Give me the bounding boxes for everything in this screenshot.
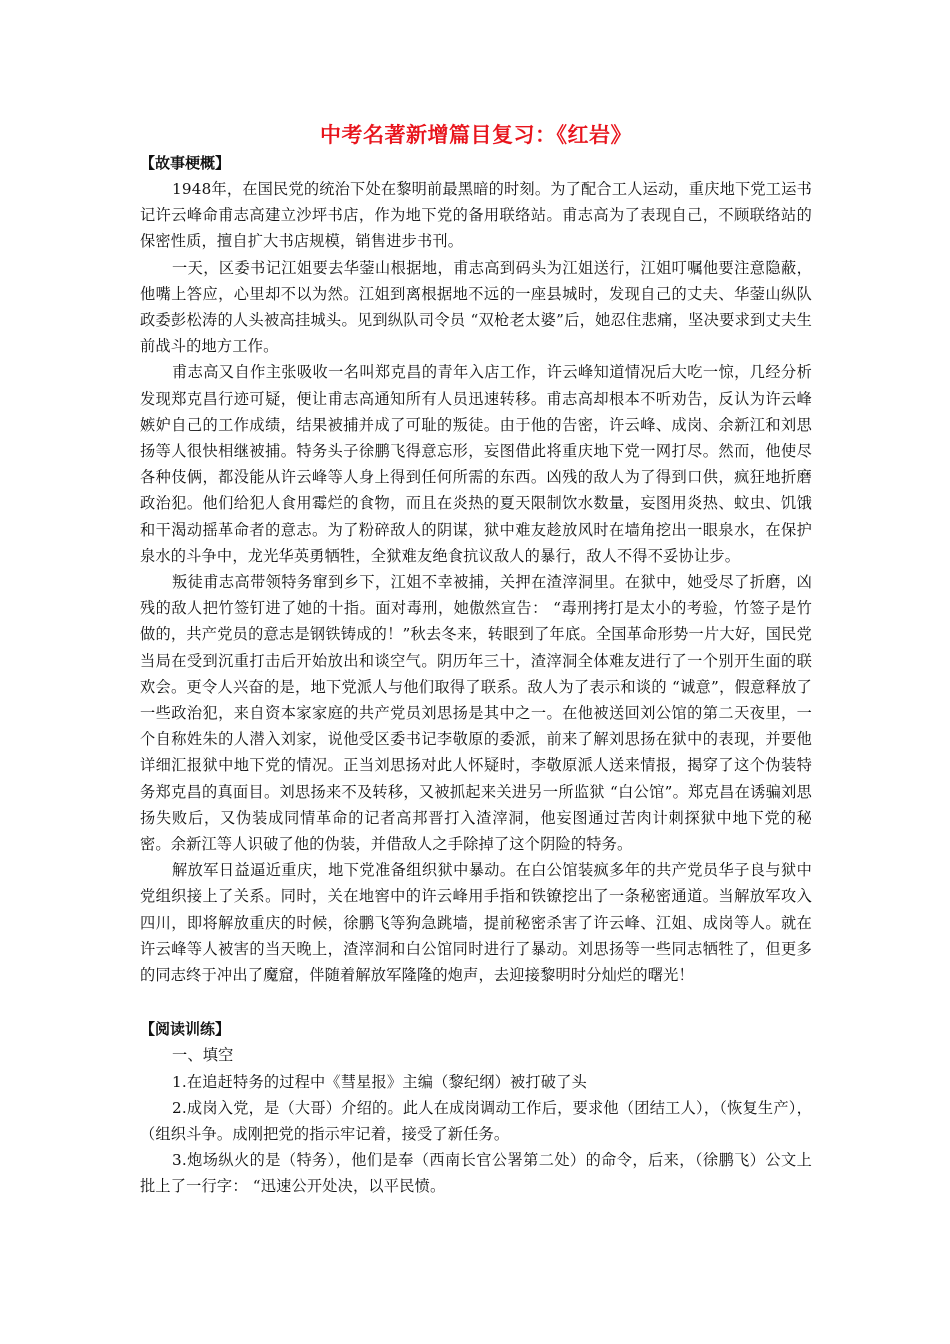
training-item-1: 1.在追赶特务的过程中《彗星报》主编（黎纪纲）被打破了头 xyxy=(172,1072,587,1091)
training-subheading: 一、填空 xyxy=(172,1046,234,1065)
document-page xyxy=(140,120,812,1200)
training-heading: 【阅读训练】 xyxy=(140,1020,231,1039)
summary-paragraph-5: 解放军日益逼近重庆，地下党准备组织狱中暴动。在白公馆装疯多年的共产党员华子良与狱中党组织接上了关系。同时，关在地窖中的许云峰用手指和铁镣挖出了一条秘密通道。当解放军攻入四川，即将解放重庆的时候，徐鹏飞等狗急跳墙，提前秘密杀害了许云峰、江姐、成岗等人。就在许云峰等人被害的当天晚上，渣滓洞和白公馆同时进行了暴动。刘思扬等一些同志牺牲了，但更多的同志终于冲出了魔窟，伴随着解放军隆隆的炮声，去迎接黎明时分灿烂的曙光！ xyxy=(140,861,812,985)
summary-paragraph-1: 1948年，在国民党的统治下处在黎明前最黑暗的时刻。为了配合工人运动，重庆地下党工运书记许云峰命甫志高建立沙坪书店，作为地下党的备用联络站。甫志高为了表现自己，不顾联络站的保密性质，擅自扩大书店规模，销售进步书刊。 xyxy=(140,180,812,251)
summary-heading: 【故事梗概】 xyxy=(140,154,231,172)
document-title: 中考名著新增篇目复习：《红岩》 xyxy=(320,122,632,147)
training-item-2: 2.成岗入党，是（大哥）介绍的。此人在成岗调动工作后，要求他（团结工人），（恢复生产），（组织斗争。成刚把党的指示牢记着，接受了新任务。 xyxy=(140,1098,812,1143)
summary-paragraph-4: 叛徒甫志高带领特务窜到乡下，江姐不幸被捕，关押在渣滓洞里。在狱中，她受尽了折磨，凶残的敌人把竹签钉进了她的十指。面对毒刑，她傲然宣告： “毒刑拷打是太小的考验，竹签子是竹做的，共产党员的意志是钢铁铸成的！”秋去冬来，转眼到了年底。全国革命形势一片大好，国民党当局在受到沉重打击后开始放出和谈空气。阴历年三十，渣滓洞全体难友进行了一个别开生面的联欢会。更令人兴奋的是，地下党派人与他们取得了联系。敌人为了表示和谈的 “诚意”，假意释放了一些政治犯，来自资本家家庭的共产党员刘思扬是其中之一。在他被送回刘公馆的第二天夜里，一个自称姓朱的人潜入刘家，说他受区委书记李敬原的委派，前来了解刘思扬在狱中的表现，并要他详细汇报狱中地下党的情况。正当刘思扬对此人怀疑时，李敬原派人送来情报，揭穿了这个伪装特务郑克昌的真面目。刘思扬来不及转移，又被抓起来关进另一所监狱 “白公馆”。郑克昌在诱骗刘思扬失败后，又伪装成同情革命的记者高邦晋打入渣滓洞，他妄图通过苦肉计刺探狱中地下党的秘密。余新江等人识破了他的伪装，并借敌人之手除掉了这个阴险的特务。 xyxy=(140,573,812,854)
training-item-3: 3.炮场纵火的是（特务），他们是奉（西南长官公署第二处）的命令，后来，（徐鹏飞）公文上批上了一行字： “迅速公开处决，以平民愤。 xyxy=(140,1151,812,1196)
section-spacer xyxy=(140,988,812,1016)
summary-paragraph-2: 一天，区委书记江姐要去华蓥山根据地，甫志高到码头为江姐送行，江姐叮嘱他要注意隐蔽，他嘴上答应，心里却不以为然。江姐到离根据地不远的一座县城时，发现自己的丈夫、华蓥山纵队政委彭松涛的人头被高挂城头。见到纵队司令员 “双枪老太婆”后，她忍住悲痛，坚决要求到丈夫生前战斗的地方工作。 xyxy=(140,258,812,356)
summary-paragraph-3: 甫志高又自作主张吸收一名叫郑克昌的青年入店工作，许云峰知道情况后大吃一惊，几经分析发现郑克昌行迹可疑，便让甫志高通知所有人员迅速转移。甫志高却根本不听劝告，反认为许云峰嫉妒自己的工作成绩，结果被捕并成了可耻的叛徒。由于他的告密，许云峰、成岗、余新江和刘思扬等人很快相继被捕。特务头子徐鹏飞得意忘形，妄图借此将重庆地下党一网打尽。然而，他使尽各种伎俩，都没能从许云峰等人身上得到任何所需的东西。凶残的敌人为了得到口供，疯狂地折磨政治犯。他们给犯人食用霉烂的食物，而且在炎热的夏天限制饮水数量，妄图用炎热、蚊虫、饥饿和干渴动摇革命者的意志。为了粉碎敌人的阴谋，狱中难友趁放风时在墙角挖出一眼泉水，在保护泉水的斗争中，龙光华英勇牺牲，全狱难友绝食抗议敌人的暴行，敌人不得不妥协让步。 xyxy=(140,363,812,565)
